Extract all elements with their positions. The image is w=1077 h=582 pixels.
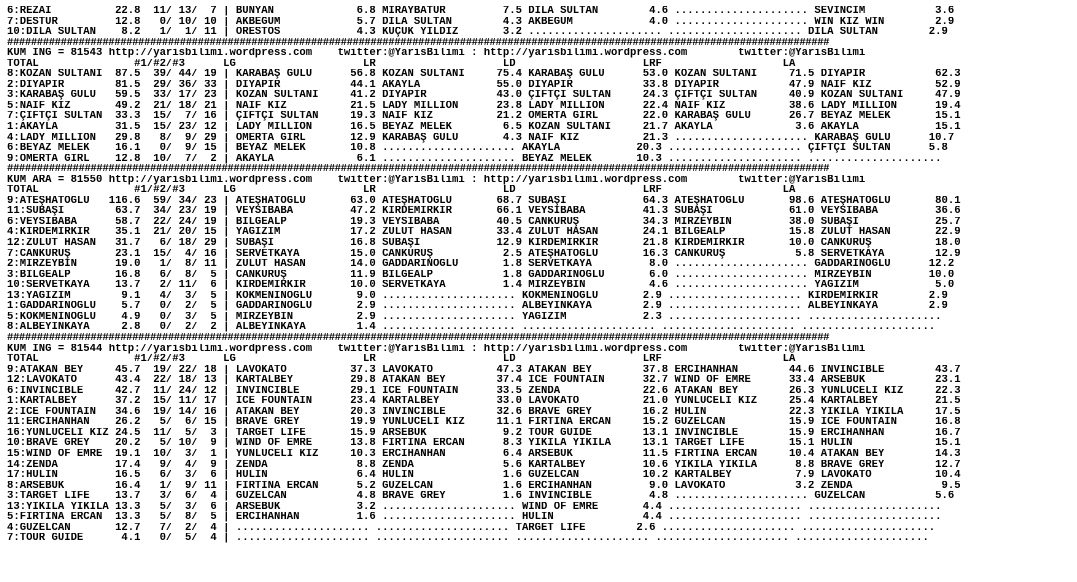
- report-line: 7:DESTUR 12.8 0/ 10/ 10 | AKBEGÜM 5.7 DİLA SULTAN 4.3 AKBEGÜM 4.0 ..................... WIN KIZ WIN 2.9: [7, 16, 955, 28]
- report-line: [7, 544, 1077, 555]
- report-line: 2:ICE FOUNTAIN 34.6 19/ 14/ 16 | ATAKAN BEY 20.3 INVINCIBLE 32.6 BRAVE GREY 16.2 HULİN 22.3 YIKILA YIKILA 17.5: [7, 406, 961, 418]
- report-line: 14:ZENDA 17.4 9/ 4/ 9 | ZENDA 8.8 ZENDA 5.6 KARTALBEY 10.6 YIKILA YIKILA 8.8 BRAVE GREY 12.7: [7, 459, 961, 471]
- report-line: 6:VEYSİBABA 58.7 22/ 24/ 19 | BİLGEALP 19.3 VEYSİBABA 40.5 CANKURUŞ 34.3 MİRZEYBİN 38.0 SUBAŞI 25.7: [7, 216, 961, 228]
- column-headers: TOTAL #1/#2/#3 LG LR LD LRF LA: [7, 58, 796, 70]
- report-line: 9:ATAKAN BEY 45.7 19/ 22/ 18 | LAVOKATO 37.3 LAVOKATO 47.3 ATAKAN BEY 37.8 ERCİHANHAN 44.6 INVINCIBLE 43.7: [7, 364, 961, 376]
- report-line: 15:WIND OF EMRE 19.1 10/ 3/ 1 | YÜNLÜCELİ KIZ 10.3 ERCİHANHAN 6.4 ARSEBÜK 11.5 FIRTINA ERCAN 10.4 ATAKAN BEY 14.3: [7, 448, 961, 460]
- report-line: 1:AKAYLA 31.5 15/ 23/ 12 | LADY MILLION 16.5 BEYAZ MELEK 6.5 KOZAN SULTANI 21.7 AKAYLA 3.6 AKAYLA 15.1: [7, 122, 961, 133]
- report-line: 4:KIRDEMİRKIR 35.1 21/ 20/ 15 | YAĞIZIM 17.2 ZULUT HASAN 33.4 ZULUT HASAN 24.1 BİLGEALP 15.8 ZULUT HASAN 22.9: [7, 227, 961, 239]
- report-line: 9:OMERTA GIRL 12.8 10/ 7/ 2 | AKAYLA 6.1 ..................... BEYAZ MELEK 10.3 ..................... .....................: [7, 153, 942, 165]
- report-line: 13:YIKILA YIKILA 13.3 5/ 3/ 6 | ARSEBÜK 3.2 ..................... WIND OF EMRE 4.4 ..................... .....................: [7, 501, 942, 513]
- report-line: 5:KÖKMENİNOĞLU 4.9 0/ 3/ 5 | MİRZEYBİN 2.9 ..................... YAĞIZIM 2.3 ..................... .....................: [7, 311, 942, 323]
- report-line: 11:ERCİHANHAN 26.2 5/ 6/ 15 | BRAVE GREY 19.9 YÜNLÜCELİ KIZ 11.1 FIRTINA ERCAN 15.2 GÜZELCAN 15.9 ICE FOUNTAIN 16.8: [7, 417, 961, 428]
- report-line: 6:BEYAZ MELEK 16.1 0/ 9/ 15 | BEYAZ MELEK 10.8 ..................... AKAYLA 20.3 ..................... ÇİFTÇİ SULTAN 5.8: [7, 143, 948, 154]
- report-line: 16:YÜNLÜCELİ KIZ 24.5 11/ 5/ 3 | TARGET LIFE 15.9 ARSEBÜK 9.2 TOUR GUIDE 13.1 INVINCIBLE 15.9 ERCİHANHAN 16.7: [7, 427, 961, 439]
- report-line: 6:REZAİ 22.8 11/ 13/ 7 | BÜNYAN 6.8 MİRAYBATUR 7.5 DİLA SULTAN 4.6 ..................... SEVİNCİM 3.6: [7, 6, 955, 17]
- report-line: 6:INVINCIBLE 42.7 11/ 24/ 12 | INVINCIBLE 29.1 ICE FOUNTAIN 33.5 ZENDA 22.6 ATAKAN BEY 26.3 YÜNLÜCELİ KIZ 22.3: [7, 385, 961, 397]
- report-line: 8:KOZAN SULTANI 87.5 39/ 44/ 19 | KARABAŞ GÜLÜ 56.8 KOZAN SULTANI 75.4 KARABAŞ GÜLÜ 53.0 KOZAN SULTANI 71.5 DİYAPİR 62.3: [7, 69, 961, 80]
- report-line: 12:LAVOKATO 43.4 22/ 18/ 13 | KARTALBEY 29.8 ATAKAN BEY 37.4 ICE FOUNTAIN 32.7 WIND OF EMRE 33.4 ARSEBÜK 23.1: [7, 375, 961, 386]
- report-line: 4:LADY MILLION 29.8 8/ 9/ 29 | OMERTA GIRL 12.9 KARABAŞ GÜLÜ 4.3 NAİF KIZ 21.3 ..................... KARABAŞ GÜLÜ 10.7: [7, 132, 955, 144]
- section-separator: ##########################################################################################################################################: [7, 332, 830, 344]
- report-line: 3:KARABAŞ GÜLÜ 59.5 33/ 17/ 23 | KOZAN SULTANI 41.2 DİYAPİR 43.0 ÇİFTÇİ SULTAN 24.3 ÇİFTÇİ SULTAN 40.9 KOZAN SULTANI 47.9: [7, 90, 961, 101]
- report-line: 3:TARGET LIFE 13.7 3/ 6/ 4 | GÜZELCAN 4.8 BRAVE GREY 1.6 INVINCIBLE 4.8 ..................... GÜZELCAN 5.6: [7, 491, 955, 502]
- report-line: 1:GADDARINOĞLU 5.7 0/ 2/ 5 | GADDARINOĞLU 2.9 ..................... ALBEYİNKAYA 2.9 ..................... ALBEYİNKAYA 2.9: [7, 301, 948, 312]
- report-line: 10:DİLA SULTAN 8.2 1/ 1/ 11 | ORESTOS 4.3 KÜÇÜK YILDIZ 3.2 ..................... ..................... DİLA SULTAN 2.9: [7, 27, 948, 38]
- column-headers: TOTAL #1/#2/#3 LG LR LD LRF LA: [7, 354, 796, 365]
- report-line: 17:HULİN 16.5 6/ 3/ 6 | HULİN 6.4 HULİN 1.6 GÜZELCAN 10.2 KARTALBEY 7.9 LAVOKATO 10.4: [7, 470, 961, 481]
- report-line: 9:ATEŞHATOĞLU 116.6 59/ 34/ 23 | ATEŞHATOĞLU 63.0 ATEŞHATOĞLU 68.7 SUBAŞI 64.3 ATEŞHATOĞLU 98.6 ATEŞHATOĞLU 80.1: [7, 195, 961, 207]
- report-line: 12:ZULUT HASAN 31.7 6/ 18/ 29 | SUBAŞI 16.8 SUBAŞI 12.9 KIRDEMİRKIR 21.8 KIRDEMİRKIR 10.0 CANKURUŞ 18.0: [7, 238, 961, 249]
- report-line: 2:MİRZEYBİN 19.0 1/ 8/ 11 | ZULUT HASAN 14.0 GADDARINOĞLU 1.8 SERVETKAYA 8.0 ..................... GADDARINOĞLU 12.2: [7, 259, 955, 270]
- report-line: 11:SUBAŞI 63.7 34/ 23/ 19 | VEYSİBABA 47.2 KIRDEMİRKIR 66.1 VEYSİBABA 41.3 SUBAŞI 61.0 VEYSİBABA 36.6: [7, 206, 961, 217]
- report-line: 4:GÜZELCAN 12.7 7/ 2/ 4 | ..................... ..................... TARGET LIFE 2.6 ..................... .....................: [7, 522, 936, 534]
- report-line: 10:SERVETKAYA 13.7 2/ 11/ 6 | KIRDEMİRKIR 10.0 SERVETKAYA 1.4 MİRZEYBİN 4.6 ..................... YAĞIZIM 5.0: [7, 280, 955, 291]
- report-line: 3:BİLGEALP 16.8 6/ 8/ 5 | CANKURUŞ 11.9 BİLGEALP 1.8 GADDARINOĞLU 6.0 ..................... MİRZEYBİN 10.0: [7, 269, 955, 281]
- report-line: 10:BRAVE GREY 20.2 5/ 10/ 9 | WIND OF EMRE 13.8 FIRTINA ERCAN 8.3 YIKILA YIKILA 13.1 TARGET LIFE 15.1 HULİN 15.1: [7, 438, 961, 449]
- race-header-kum-ing-81543: KUM ING = 81543 http://yarisbilimi.wordpress.com twitter:@YarisBilimi : http://yarisbilimi.wordpress.com twitter:@YarisBilimi: [7, 48, 866, 59]
- report-line: 7:ÇİFTÇİ SULTAN 33.3 15/ 7/ 16 | ÇİFTÇİ SULTAN 19.3 NAİF KIZ 21.2 OMERTA GIRL 22.0 KARABAŞ GÜLÜ 26.7 BEYAZ MELEK 15.1: [7, 111, 961, 123]
- race-header-kum-ing-81544: KUM ING = 81544 http://yarisbilimi.wordpress.com twitter:@YarisBilimi : http://yarisbilimi.wordpress.com twitter:@YarisBilimi: [7, 343, 866, 355]
- report-line: 1:KARTALBEY 37.2 15/ 11/ 17 | ICE FOUNTAIN 23.4 KARTALBEY 33.0 LAVOKATO 21.0 YÜNLÜCELİ KIZ 25.4 KARTALBEY 21.5: [7, 396, 961, 407]
- column-headers: TOTAL #1/#2/#3 LG LR LD LRF LA: [7, 185, 796, 196]
- report-line: 7:CANKURUŞ 23.1 15/ 4/ 16 | SERVETKAYA 15.0 CANKURUŞ 2.5 ATEŞHATOĞLU 16.3 CANKURUŞ 5.8 SERVETKAYA 12.9: [7, 248, 961, 260]
- report-line: 8:ARSEBÜK 16.4 1/ 9/ 11 | FIRTINA ERCAN 5.2 GÜZELCAN 1.6 ERCİHANHAN 9.0 LAVOKATO 3.2 ZENDA 9.5: [7, 480, 961, 492]
- race-header-kum-ara-81550: KUM ARA = 81550 http://yarisbilimi.wordpress.com twitter:@YarisBilimi : http://yarisbilimi.wordpress.com twitter:@YarisBilimi: [7, 174, 866, 186]
- report-line: 5:NAİF KIZ 49.2 21/ 18/ 21 | NAİF KIZ 21.5 LADY MILLION 23.8 LADY MILLION 22.4 NAİF KIZ 38.6 LADY MILLION 19.4: [7, 100, 961, 112]
- report-line: 13:YAĞIZIM 9.1 4/ 3/ 5 | KÖKMENİNOĞLU 9.0 ..................... KÖKMENİNOĞLU 2.9 ..................... KIRDEMİRKIR 2.9: [7, 290, 948, 302]
- section-separator: ##########################################################################################################################################: [7, 37, 830, 49]
- section-separator: ##########################################################################################################################################: [7, 164, 830, 175]
- report-line: 7:TOUR GUIDE 4.1 0/ 5/ 4 | ..................... ..................... ..................... ..................... .....................: [7, 533, 929, 544]
- report-line: 2:DİYAPİR 81.5 29/ 36/ 33 | DİYAPİR 44.1 AKAYLA 55.0 DİYAPİR 33.8 DİYAPİR 47.9 NAİF KIZ 52.9: [7, 79, 961, 91]
- report-line: 8:ALBEYİNKAYA 2.8 0/ 2/ 2 | ALBEYİNKAYA 1.4 ..................... ..................... ..................... .....................: [7, 322, 936, 333]
- report-line: 5:FIRTINA ERCAN 13.3 5/ 8/ 5 | ERCİHANHAN 1.6 ..................... HULİN 4.4 ..................... .....................: [7, 512, 942, 523]
